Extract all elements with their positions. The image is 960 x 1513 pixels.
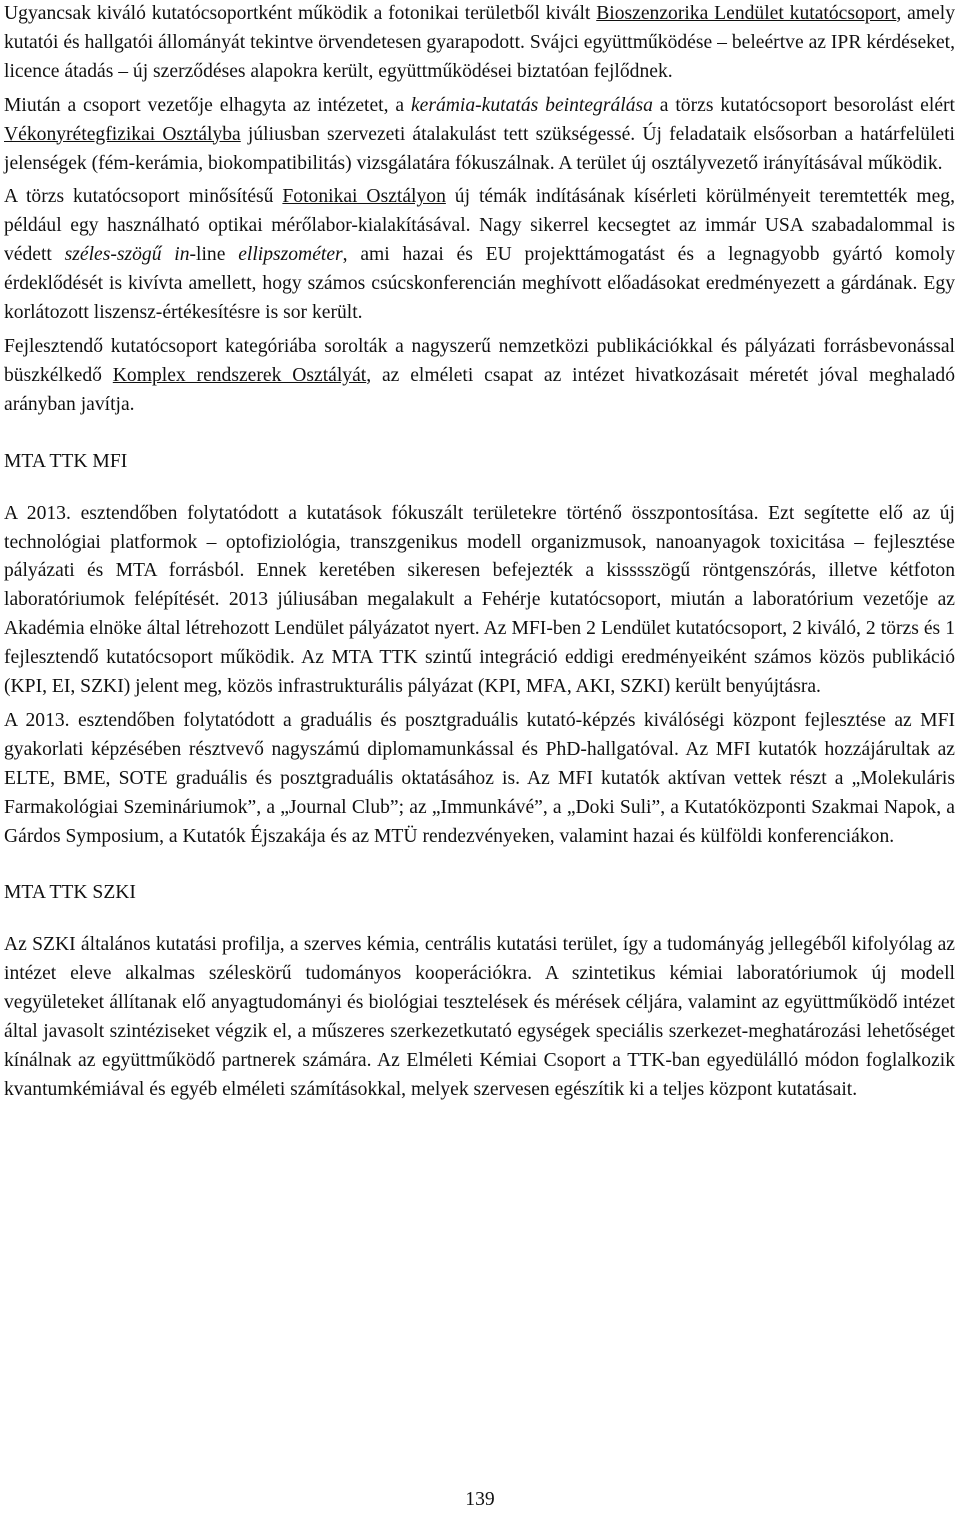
paragraph-keramia — [4, 92, 955, 179]
paragraph-szki: Az SZKI általános kutatási profilja, a szerves kémia, centrális kutatási terület, így a tudományág jellegéből kifolyólag az intézet eleve alkalmas széleskörű tudományos kooperációkra. A szintetikus kémiai laboratóriumok új modell vegyületeket állítanak elő anyagtudományi és biológiai tesztelések és mérések céljára, valamint az együttműködő intézet által javasolt szintéziseket végzik el, a műszeres szerkezetkutató egységek speciális szerkezet-meghatározási lehetőséget kínálnak az együttműködő partnerek számára. Az Elméleti Kémiai Csoport a TTK-ban egyedülálló módon foglalkozik kvantumkémiával és egyéb elméleti számításokkal, melyek szervesen egészítik ki a teljes központ kutatásait. — [4, 934, 955, 1100]
paragraph-mfi-research: A 2013. esztendőben folytatódott a kutatások fókuszált területekre történő összpontosítása. Ezt segítette elő az új technológiai platformok – optofiziológia, transzgenikus modell organizmusok, nanoanyagok toxicitása – fejlesztése pályázati és MTA forrásból. Ennek keretében sikeresen befejezték a kisssszögű röntgenszórás, illetve kétfoton laboratóriumok felépítését. 2013 júliusában megalakult a Fehérje kutatócsoport, miután a laboratórium vezetője az Akadémia elnöke által létrehozott Lendület pályázatot nyert. Az MFI-ben 2 Lendület kutatócsoport, 2 kiváló, 2 törzs és 1 fejlesztendő kutatócsoport működik. Az MTA TTK szintű integráció eddigi eredményeiként számos közös publikáció (KPI, EI, SZKI) jelent meg, közös infrastrukturális pályázat (KPI, MFA, AKI, SZKI) került benyújtásra. — [4, 502, 955, 698]
emphasis-keramia: kerámia-kutatás beintegrálása — [410, 94, 653, 116]
section-heading-mfi: MTA TTK MFI — [4, 450, 128, 472]
paragraph-fotonikai — [4, 183, 955, 328]
paragraph-text: júliusban szervezeti átalakulást tett szükségessé. Új feladataik elsősorban a határfelületi jelenségek (fém-kerámia, biokompatibilitás) vizsgálatára fókuszálnak. A terület új osztályvezető irányításával működik. — [4, 123, 955, 174]
paragraph-text: Fejlesztendő kutatócsoport kategóriába sorolták a nagyszerű nemzetközi publikációkkal és pályázati forrásbevonással büszkélkedő — [4, 335, 955, 386]
document-page — [4, 0, 955, 1105]
page-number: 139 — [465, 1489, 495, 1510]
link-fotonikai-osztaly[interactable]: Fotonikai Osztályon — [282, 186, 446, 208]
paragraph-text: A törzs kutatócsoport minősítésű — [4, 186, 283, 208]
link-bioszenzorika[interactable]: Bioszenzorika Lendület kutatócsoport — [596, 3, 897, 24]
paragraph-text: Miután a csoport vezetője elhagyta az intézetet, a — [4, 94, 411, 116]
link-vekonyretegfizikai[interactable]: Vékonyrétegfizikai Osztályba — [4, 123, 241, 145]
paragraph-bioszenzorika — [4, 0, 955, 87]
emphasis-ellipszometer: ellipszométer — [238, 244, 343, 266]
paragraph-text: a törzs kutatócsoport besorolást elért — [652, 94, 955, 116]
paragraph-text: új témák indításának kísérleti körülményeit teremtették meg, például egy használható optikai mérőlabor-kialakításával. Nagy sikerrel kecsegtet az immár USA szabadalommal is védett — [4, 186, 955, 266]
paragraph-komplex — [4, 333, 955, 420]
paragraph-text: Ugyancsak kiváló kutatócsoportként működik a fotonikai területből kivált — [4, 3, 597, 24]
paragraph-text: , ami hazai és EU projekttámogatást és a legnagyobb gyártó komoly érdeklődését is kivívta amellett, hogy számos csúcskonferencián meghívott előadásokat eredményezett a gárdának. Egy korlátozott liszensz-értékesítésre is sor került. — [4, 244, 955, 324]
link-komplex-rendszerek[interactable]: Komplex rendszerek Osztályát — [112, 364, 367, 386]
section-heading-szki: MTA TTK SZKI — [4, 882, 136, 904]
paragraph-mfi-education: A 2013. esztendőben folytatódott a graduális és posztgraduális kutató-képzés kiválóségi központ fejlesztése az MFI gyakorlati képzésében résztvevő nagyszámú diplomamunkással és PhD-hallgatóval. Az MFI kutatók hozzájárultak az ELTE, BME, SOTE graduális és posztgraduális oktatásához is. Az MFI kutatók aktívan vettek részt a „Molekuláris Farmakológiai Szemináriumok”, a „Journal Club”; az „Immunkávé”, a „Doki Suli”, a Kutatóközponti Szakmai Napok, a Gárdos Symposium, a Kutatók Éjszakája és az MTÜ rendezvényeken, valamint hazai és külföldi konferenciákon. — [4, 709, 955, 847]
paragraph-text: , az elméleti csapat az intézet hivatkozásait méretét jóval meghaladó arányban javítja. — [4, 364, 955, 415]
paragraph-text: , amely kutatói és hallgatói állományát tekintve örvendetesen gyarapodott. Svájci együttműködése – beleértve az IPR kérdéseket, licence átadás – új szerződéses alapokra került, együttműködései biztatóan fejlődnek. — [4, 3, 955, 82]
emphasis-szeles-szogu: széles-szögű in — [64, 244, 190, 266]
paragraph-text: -line — [189, 244, 239, 266]
